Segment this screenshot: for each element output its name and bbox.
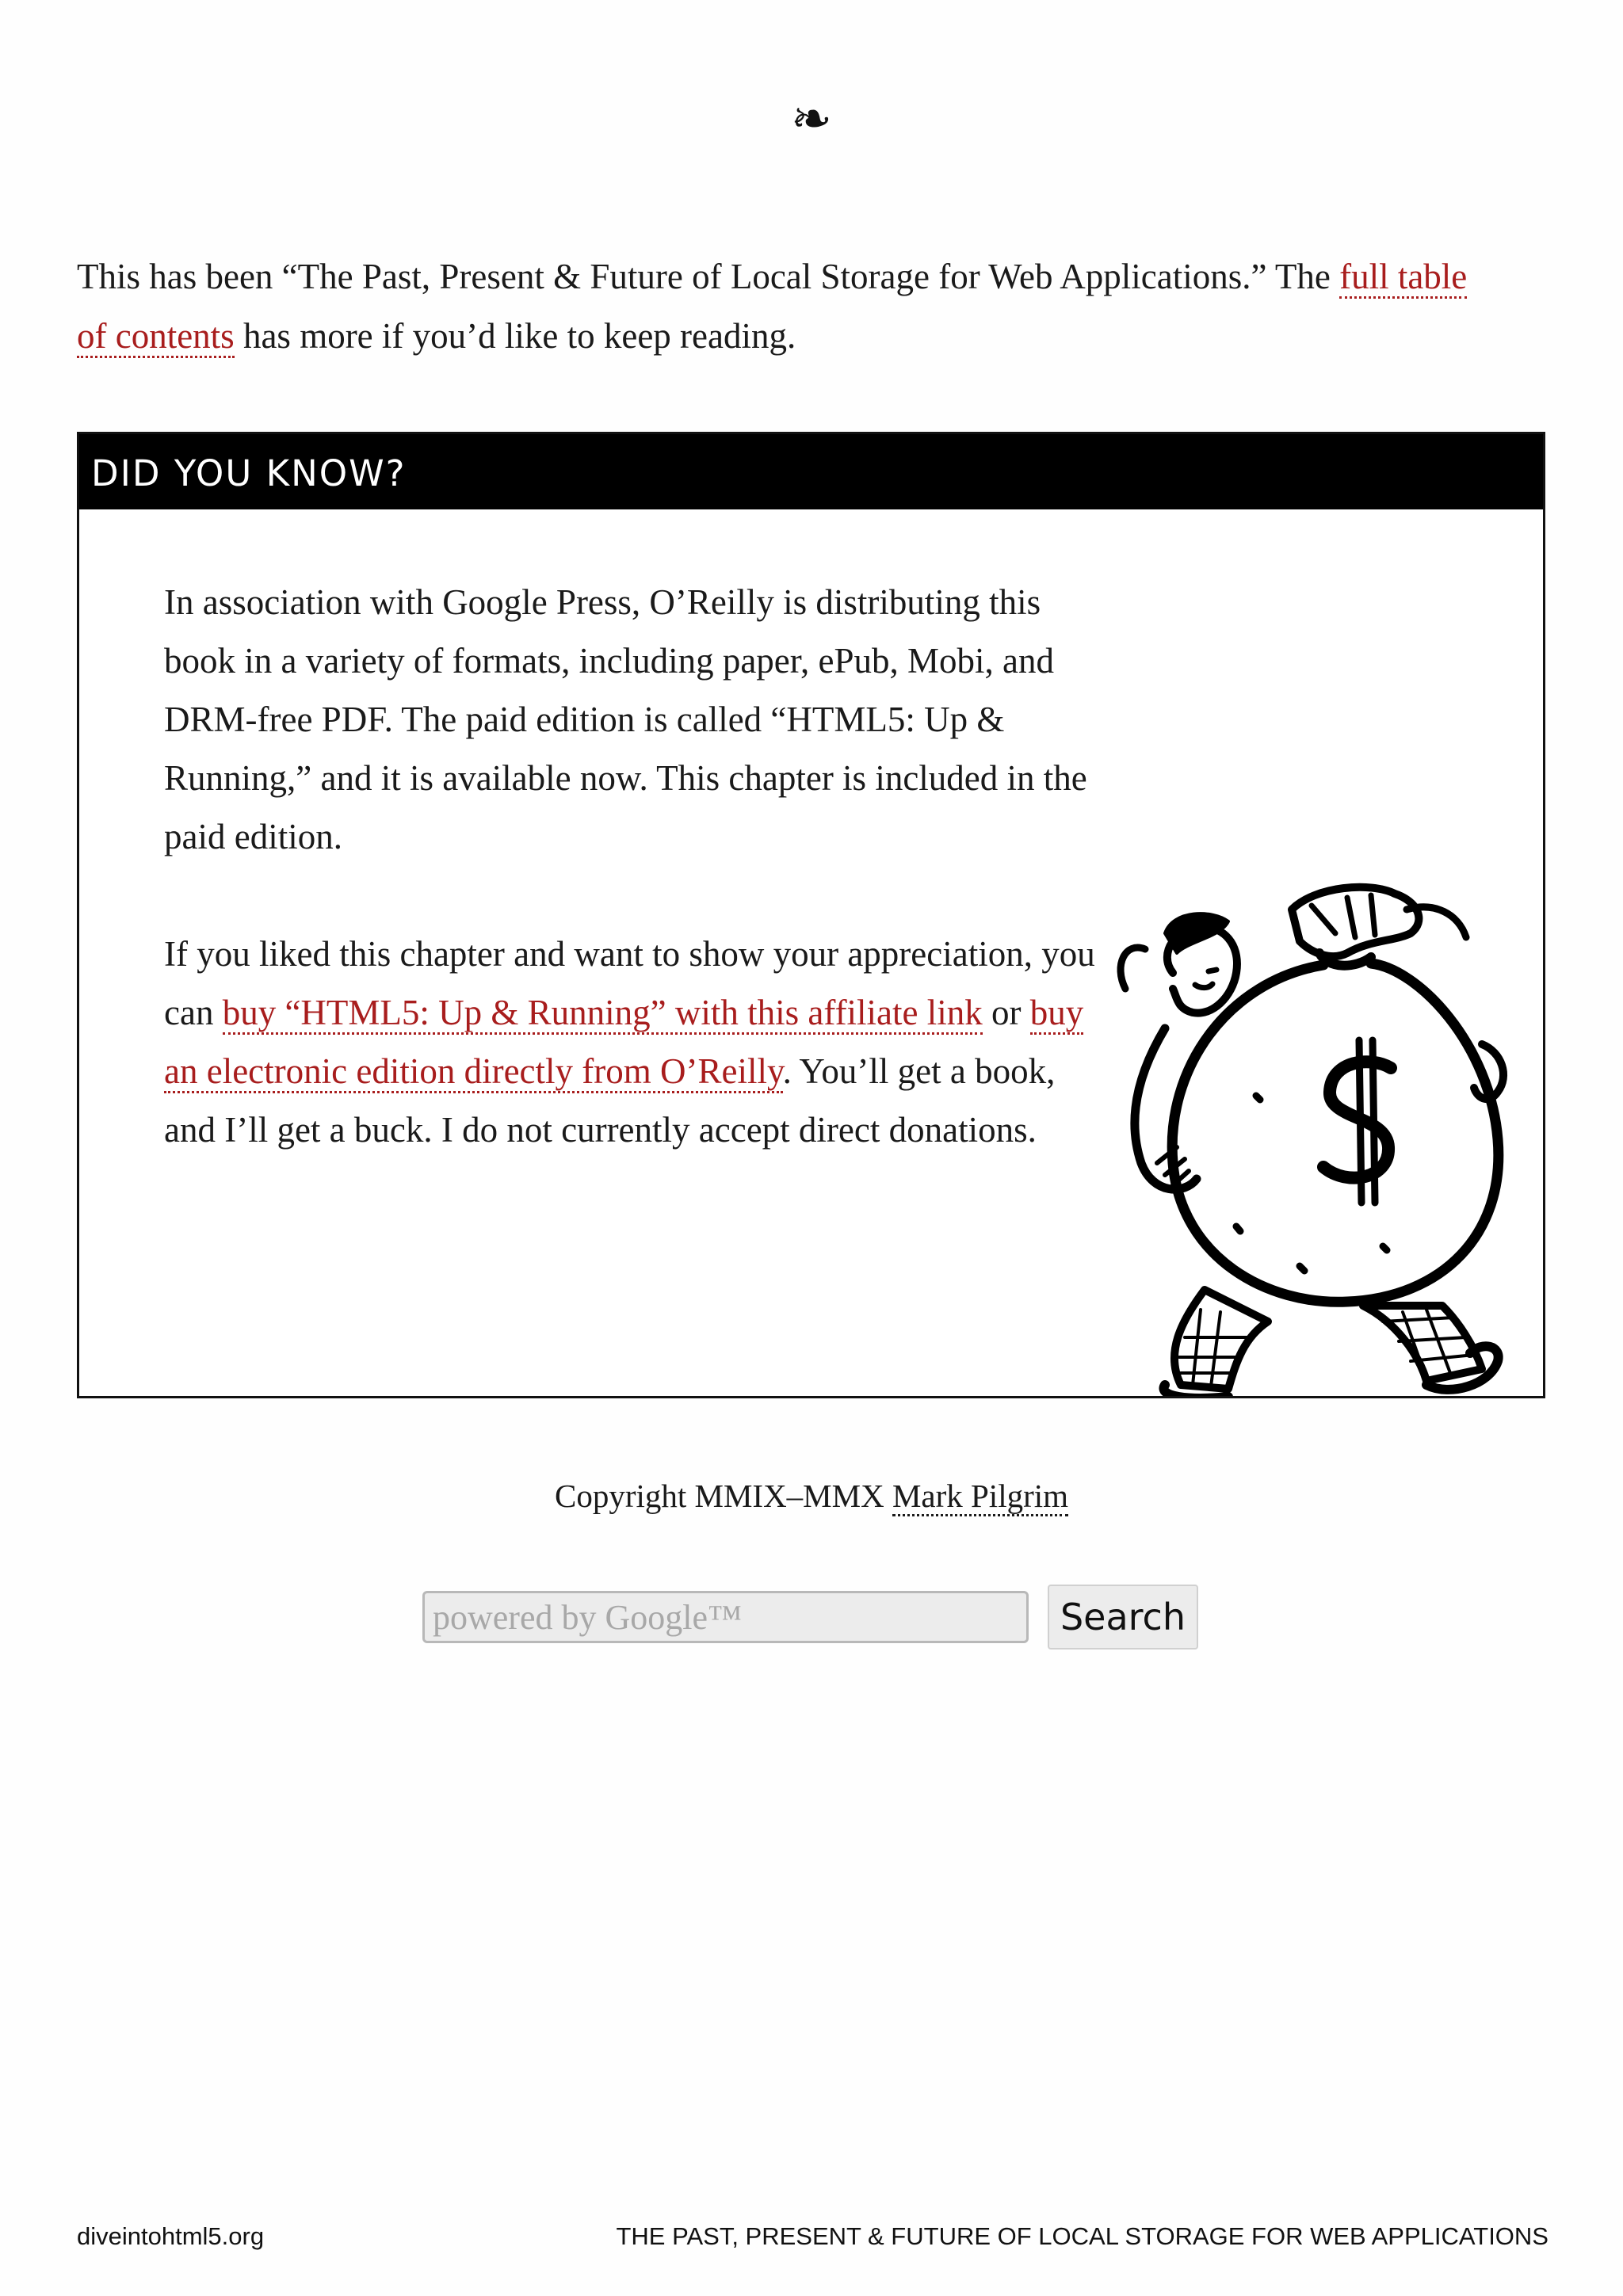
author-link[interactable]: Mark Pilgrim (892, 1478, 1068, 1516)
search-input[interactable] (422, 1591, 1029, 1643)
paid-edition-paragraph: In association with Google Press, O’Reilly is distributing this book in a variety of formats, including paper, ePub, Mobi, and DRM-free PDF. The paid edition is called “HTML5: Up & Running,” and it is available now. This chapter is included in the paid edition. (164, 582, 1087, 856)
oreilly-ebook-link[interactable]: buy an electronic edition directly from O’Reilly (164, 993, 1083, 1093)
copyright-text: Copyright MMIX–MMX (554, 1478, 892, 1514)
footer-chapter-title: THE PAST, PRESENT & FUTURE OF LOCAL STORAGE FOR WEB APPLICATIONS (616, 2222, 1549, 2250)
closing-paragraph (77, 247, 1487, 366)
did-you-know-box (77, 432, 1545, 1398)
money-bag-illustration (1109, 878, 1522, 1398)
fleuron-ornament-icon: ❧ (791, 90, 832, 147)
search-button[interactable]: Search (1048, 1585, 1198, 1650)
appreciation-text-1: If you liked this chapter and want to show your appreciation, you can (164, 934, 1095, 1032)
table-of-contents-link[interactable]: full table of contents (77, 257, 1467, 358)
appreciation-text-2: or (982, 993, 1030, 1032)
footer-site-name: diveintohtml5.org (77, 2222, 265, 2250)
appreciation-text-3: . You’ll get a book, and I’ll get a buck. I do not currently accept direct donations. (164, 1051, 1056, 1150)
appreciation-paragraph (164, 925, 1107, 1159)
did-you-know-body (164, 573, 1107, 1218)
affiliate-link[interactable]: buy “HTML5: Up & Running” with this affiliate link (223, 993, 983, 1035)
closing-text-before: This has been “The Past, Present & Future of Local Storage for Web Applications.” The (77, 257, 1340, 296)
copyright-line (0, 1472, 1623, 1520)
closing-text-after: has more if you’d like to keep reading. (234, 316, 796, 356)
did-you-know-heading: DID YOU KNOW? (79, 434, 1543, 509)
